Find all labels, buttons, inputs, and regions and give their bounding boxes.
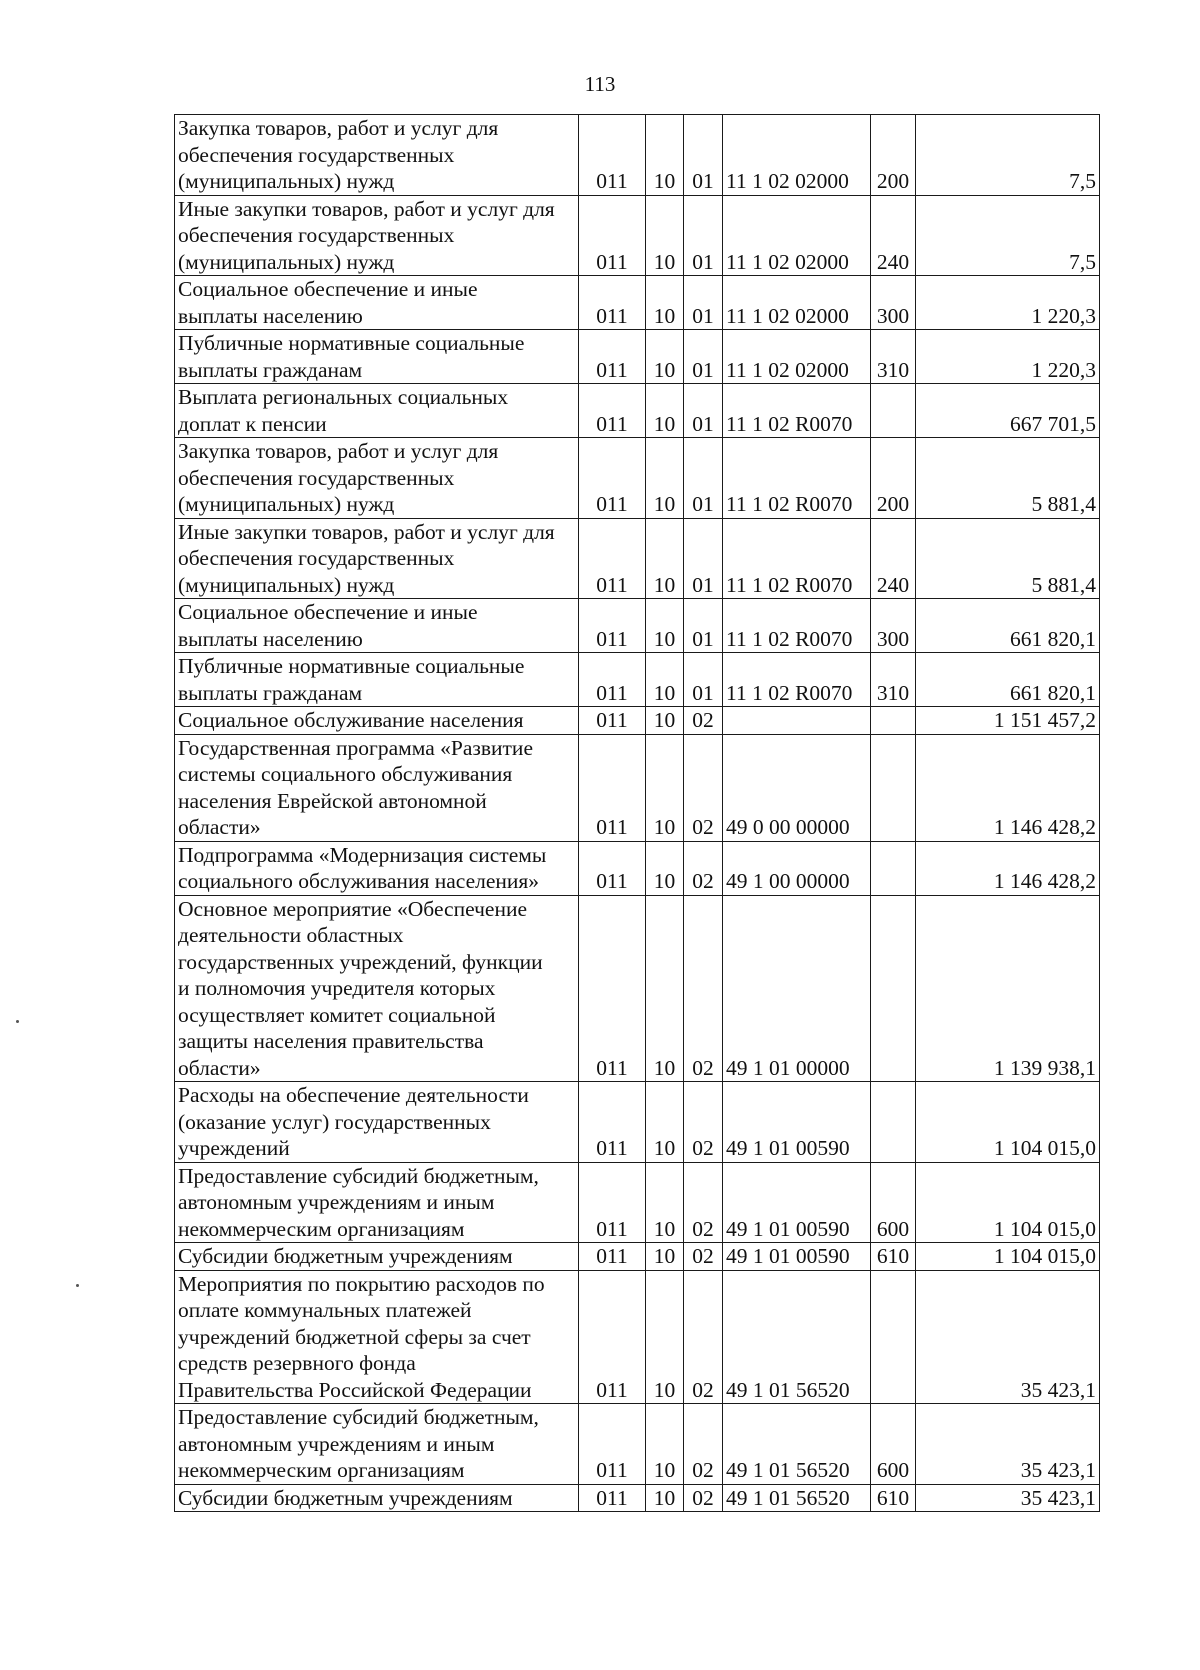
ministry-code-cell: 011 bbox=[579, 195, 646, 276]
subsection-code-cell: 02 bbox=[684, 707, 723, 735]
expense-type-cell: 610 bbox=[871, 1243, 916, 1271]
ministry-code-cell: 011 bbox=[579, 115, 646, 196]
table-row bbox=[175, 1270, 1100, 1404]
subsection-code-cell: 01 bbox=[684, 276, 723, 330]
section-code-cell: 10 bbox=[646, 330, 684, 384]
page-number: 113 bbox=[584, 72, 616, 96]
amount-cell: 1 104 015,0 bbox=[916, 1082, 1100, 1163]
ministry-code-cell: 011 bbox=[579, 895, 646, 1082]
ministry-code-cell: 011 bbox=[579, 707, 646, 735]
section-code-cell: 10 bbox=[646, 895, 684, 1082]
expense-name-cell: Социальное обеспечение и иные выплаты населению bbox=[175, 599, 579, 653]
ministry-code-cell: 011 bbox=[579, 1404, 646, 1485]
expense-name-cell: Расходы на обеспечение деятельности (оказание услуг) государственных учреждений bbox=[175, 1082, 579, 1163]
expense-type-cell bbox=[871, 707, 916, 735]
section-code-cell: 10 bbox=[646, 841, 684, 895]
amount-cell: 5 881,4 bbox=[916, 438, 1100, 519]
table-row bbox=[175, 895, 1100, 1082]
expense-type-cell: 240 bbox=[871, 195, 916, 276]
budget-table bbox=[174, 114, 1100, 1512]
section-code-cell: 10 bbox=[646, 599, 684, 653]
amount-cell: 667 701,5 bbox=[916, 384, 1100, 438]
expense-name-cell: Мероприятия по покрытию расходов по оплате коммунальных платежей учреждений бюджетной сферы за счет средств резервного фонда Правительства Российской Федерации bbox=[175, 1270, 579, 1404]
scan-speck bbox=[16, 1020, 19, 1023]
target-article-cell: 49 1 00 00000 bbox=[723, 841, 871, 895]
subsection-code-cell: 01 bbox=[684, 599, 723, 653]
amount-cell: 35 423,1 bbox=[916, 1484, 1100, 1512]
expense-name-cell: Социальное обеспечение и иные выплаты населению bbox=[175, 276, 579, 330]
amount-cell: 1 104 015,0 bbox=[916, 1243, 1100, 1271]
expense-name-cell: Публичные нормативные социальные выплаты гражданам bbox=[175, 653, 579, 707]
amount-cell: 1 220,3 bbox=[916, 330, 1100, 384]
subsection-code-cell: 02 bbox=[684, 1243, 723, 1271]
section-code-cell: 10 bbox=[646, 1270, 684, 1404]
ministry-code-cell: 011 bbox=[579, 1162, 646, 1243]
subsection-code-cell: 02 bbox=[684, 895, 723, 1082]
target-article-cell: 11 1 02 R0070 bbox=[723, 653, 871, 707]
ministry-code-cell: 011 bbox=[579, 1243, 646, 1271]
amount-cell: 7,5 bbox=[916, 115, 1100, 196]
expense-name-cell: Иные закупки товаров, работ и услуг для обеспечения государственных (муниципальных) нужд bbox=[175, 518, 579, 599]
ministry-code-cell: 011 bbox=[579, 438, 646, 519]
subsection-code-cell: 02 bbox=[684, 841, 723, 895]
section-code-cell: 10 bbox=[646, 1484, 684, 1512]
amount-cell: 1 151 457,2 bbox=[916, 707, 1100, 735]
subsection-code-cell: 01 bbox=[684, 384, 723, 438]
amount-cell: 1 139 938,1 bbox=[916, 895, 1100, 1082]
subsection-code-cell: 02 bbox=[684, 1404, 723, 1485]
table-row bbox=[175, 438, 1100, 519]
section-code-cell: 10 bbox=[646, 384, 684, 438]
expense-name-cell: Основное мероприятие «Обеспечение деятельности областных государственных учреждений, функции и полномочия учредителя которых осуществляет комитет социальной защиты населения правительства области» bbox=[175, 895, 579, 1082]
table-row bbox=[175, 276, 1100, 330]
section-code-cell: 10 bbox=[646, 276, 684, 330]
section-code-cell: 10 bbox=[646, 115, 684, 196]
table-row bbox=[175, 1404, 1100, 1485]
target-article-cell: 49 0 00 00000 bbox=[723, 734, 871, 841]
target-article-cell: 11 1 02 02000 bbox=[723, 115, 871, 196]
table-row bbox=[175, 707, 1100, 735]
table-row bbox=[175, 599, 1100, 653]
table-row bbox=[175, 1484, 1100, 1512]
expense-name-cell: Социальное обслуживание населения bbox=[175, 707, 579, 735]
amount-cell: 1 146 428,2 bbox=[916, 841, 1100, 895]
target-article-cell: 49 1 01 56520 bbox=[723, 1484, 871, 1512]
section-code-cell: 10 bbox=[646, 1243, 684, 1271]
expense-type-cell: 600 bbox=[871, 1404, 916, 1485]
subsection-code-cell: 02 bbox=[684, 1484, 723, 1512]
ministry-code-cell: 011 bbox=[579, 518, 646, 599]
target-article-cell bbox=[723, 707, 871, 735]
table-row bbox=[175, 1162, 1100, 1243]
ministry-code-cell: 011 bbox=[579, 276, 646, 330]
subsection-code-cell: 02 bbox=[684, 1270, 723, 1404]
table-row bbox=[175, 195, 1100, 276]
section-code-cell: 10 bbox=[646, 518, 684, 599]
ministry-code-cell: 011 bbox=[579, 1270, 646, 1404]
subsection-code-cell: 01 bbox=[684, 438, 723, 519]
amount-cell: 1 220,3 bbox=[916, 276, 1100, 330]
expense-type-cell: 310 bbox=[871, 330, 916, 384]
table-row bbox=[175, 841, 1100, 895]
amount-cell: 1 104 015,0 bbox=[916, 1162, 1100, 1243]
expense-type-cell: 310 bbox=[871, 653, 916, 707]
subsection-code-cell: 02 bbox=[684, 1082, 723, 1163]
section-code-cell: 10 bbox=[646, 653, 684, 707]
section-code-cell: 10 bbox=[646, 1404, 684, 1485]
expense-name-cell: Подпрограмма «Модернизация системы социального обслуживания населения» bbox=[175, 841, 579, 895]
expense-name-cell: Публичные нормативные социальные выплаты гражданам bbox=[175, 330, 579, 384]
scan-speck bbox=[76, 1284, 79, 1287]
expense-type-cell bbox=[871, 734, 916, 841]
subsection-code-cell: 01 bbox=[684, 653, 723, 707]
section-code-cell: 10 bbox=[646, 707, 684, 735]
expense-name-cell: Предоставление субсидий бюджетным, автономным учреждениям и иным некоммерческим организациям bbox=[175, 1162, 579, 1243]
table-row bbox=[175, 384, 1100, 438]
subsection-code-cell: 02 bbox=[684, 1162, 723, 1243]
target-article-cell: 49 1 01 00000 bbox=[723, 895, 871, 1082]
expense-type-cell: 200 bbox=[871, 438, 916, 519]
expense-type-cell: 600 bbox=[871, 1162, 916, 1243]
expense-name-cell: Выплата региональных социальных доплат к пенсии bbox=[175, 384, 579, 438]
amount-cell: 661 820,1 bbox=[916, 599, 1100, 653]
expense-name-cell: Предоставление субсидий бюджетным, автономным учреждениям и иным некоммерческим организациям bbox=[175, 1404, 579, 1485]
ministry-code-cell: 011 bbox=[579, 841, 646, 895]
ministry-code-cell: 011 bbox=[579, 1484, 646, 1512]
section-code-cell: 10 bbox=[646, 438, 684, 519]
table-row bbox=[175, 518, 1100, 599]
amount-cell: 5 881,4 bbox=[916, 518, 1100, 599]
target-article-cell: 49 1 01 56520 bbox=[723, 1270, 871, 1404]
target-article-cell: 49 1 01 00590 bbox=[723, 1082, 871, 1163]
target-article-cell: 49 1 01 00590 bbox=[723, 1162, 871, 1243]
expense-type-cell: 200 bbox=[871, 115, 916, 196]
target-article-cell: 49 1 01 00590 bbox=[723, 1243, 871, 1271]
expense-name-cell: Иные закупки товаров, работ и услуг для обеспечения государственных (муниципальных) нужд bbox=[175, 195, 579, 276]
target-article-cell: 11 1 02 02000 bbox=[723, 276, 871, 330]
expense-type-cell: 300 bbox=[871, 599, 916, 653]
amount-cell: 35 423,1 bbox=[916, 1404, 1100, 1485]
section-code-cell: 10 bbox=[646, 195, 684, 276]
expense-name-cell: Закупка товаров, работ и услуг для обеспечения государственных (муниципальных) нужд bbox=[175, 115, 579, 196]
expense-type-cell: 240 bbox=[871, 518, 916, 599]
subsection-code-cell: 01 bbox=[684, 518, 723, 599]
target-article-cell: 11 1 02 R0070 bbox=[723, 438, 871, 519]
expense-type-cell bbox=[871, 384, 916, 438]
table-row bbox=[175, 653, 1100, 707]
expense-name-cell: Закупка товаров, работ и услуг для обеспечения государственных (муниципальных) нужд bbox=[175, 438, 579, 519]
ministry-code-cell: 011 bbox=[579, 599, 646, 653]
amount-cell: 7,5 bbox=[916, 195, 1100, 276]
expense-type-cell: 610 bbox=[871, 1484, 916, 1512]
amount-cell: 661 820,1 bbox=[916, 653, 1100, 707]
expense-name-cell: Субсидии бюджетным учреждениям bbox=[175, 1243, 579, 1271]
target-article-cell: 49 1 01 56520 bbox=[723, 1404, 871, 1485]
target-article-cell: 11 1 02 R0070 bbox=[723, 518, 871, 599]
section-code-cell: 10 bbox=[646, 1162, 684, 1243]
target-article-cell: 11 1 02 R0070 bbox=[723, 384, 871, 438]
target-article-cell: 11 1 02 R0070 bbox=[723, 599, 871, 653]
expense-type-cell: 300 bbox=[871, 276, 916, 330]
expense-name-cell: Государственная программа «Развитие системы социального обслуживания населения Еврейской автономной области» bbox=[175, 734, 579, 841]
table-row bbox=[175, 1082, 1100, 1163]
subsection-code-cell: 02 bbox=[684, 734, 723, 841]
target-article-cell: 11 1 02 02000 bbox=[723, 195, 871, 276]
ministry-code-cell: 011 bbox=[579, 734, 646, 841]
subsection-code-cell: 01 bbox=[684, 195, 723, 276]
target-article-cell: 11 1 02 02000 bbox=[723, 330, 871, 384]
budget-table-body bbox=[175, 115, 1100, 1512]
subsection-code-cell: 01 bbox=[684, 330, 723, 384]
section-code-cell: 10 bbox=[646, 1082, 684, 1163]
amount-cell: 1 146 428,2 bbox=[916, 734, 1100, 841]
expense-type-cell bbox=[871, 841, 916, 895]
expense-type-cell bbox=[871, 895, 916, 1082]
amount-cell: 35 423,1 bbox=[916, 1270, 1100, 1404]
table-row bbox=[175, 734, 1100, 841]
ministry-code-cell: 011 bbox=[579, 653, 646, 707]
ministry-code-cell: 011 bbox=[579, 330, 646, 384]
expense-name-cell: Субсидии бюджетным учреждениям bbox=[175, 1484, 579, 1512]
ministry-code-cell: 011 bbox=[579, 384, 646, 438]
subsection-code-cell: 01 bbox=[684, 115, 723, 196]
section-code-cell: 10 bbox=[646, 734, 684, 841]
expense-type-cell bbox=[871, 1270, 916, 1404]
table-row bbox=[175, 115, 1100, 196]
ministry-code-cell: 011 bbox=[579, 1082, 646, 1163]
table-row bbox=[175, 330, 1100, 384]
table-row bbox=[175, 1243, 1100, 1271]
expense-type-cell bbox=[871, 1082, 916, 1163]
